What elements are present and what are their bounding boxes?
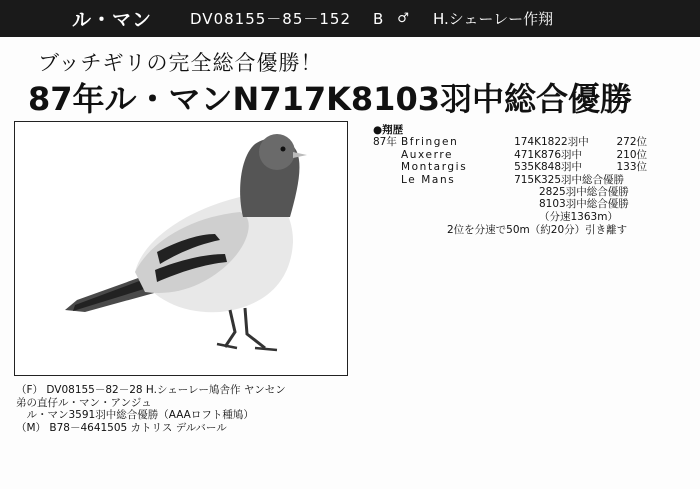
sire-line: ル・マン3591羽中総合優勝（AAAロフト種鳩） (16, 409, 254, 422)
subtitle: ブッチギリの完全総合優勝！ (38, 51, 323, 75)
record-extra: 2825羽中総合優勝 (539, 186, 629, 199)
record-heading: ●翔歴 (373, 124, 404, 136)
header-bar (0, 0, 700, 37)
record-speed: （分速1363m） (539, 210, 618, 223)
sire-line: （F） DV08155－82－28 H.シェーレー鳩舎作 ヤンセン (16, 384, 286, 396)
male-icon: ♂ (397, 11, 409, 26)
breeder-credit: H.シェーレー作翔 (432, 10, 554, 28)
race-record (373, 124, 647, 237)
record-row: Auxerre 471K 876羽中 210位 (401, 148, 647, 161)
pigeon-illustration (15, 122, 347, 375)
color-code: B (373, 9, 384, 28)
pigeon-name: ル・マン (72, 9, 153, 31)
record-row: 87年 Bfringen 174K 1822羽中 272位 (373, 136, 647, 149)
sire-line: 弟の直仔ル・マン・アンジュ (16, 396, 152, 409)
dam-line: （M） B78－4641505 カトリス デルバール (16, 421, 227, 434)
record-row: Montargis 535K 848羽中 133位 (401, 161, 647, 174)
record-note: 2位を分速で50m（約20分）引き離す (447, 224, 628, 237)
ring-number: DV08155－85－152 (190, 10, 351, 28)
record-row: Le Mans 715K 325羽中総合優勝 (401, 173, 625, 186)
record-extra: 8103羽中総合優勝 (539, 198, 629, 211)
pedigree (16, 384, 286, 434)
pigeon-photo (14, 121, 348, 376)
page-title: 87年ル・マンN717K8103羽中総合優勝 (28, 80, 632, 118)
